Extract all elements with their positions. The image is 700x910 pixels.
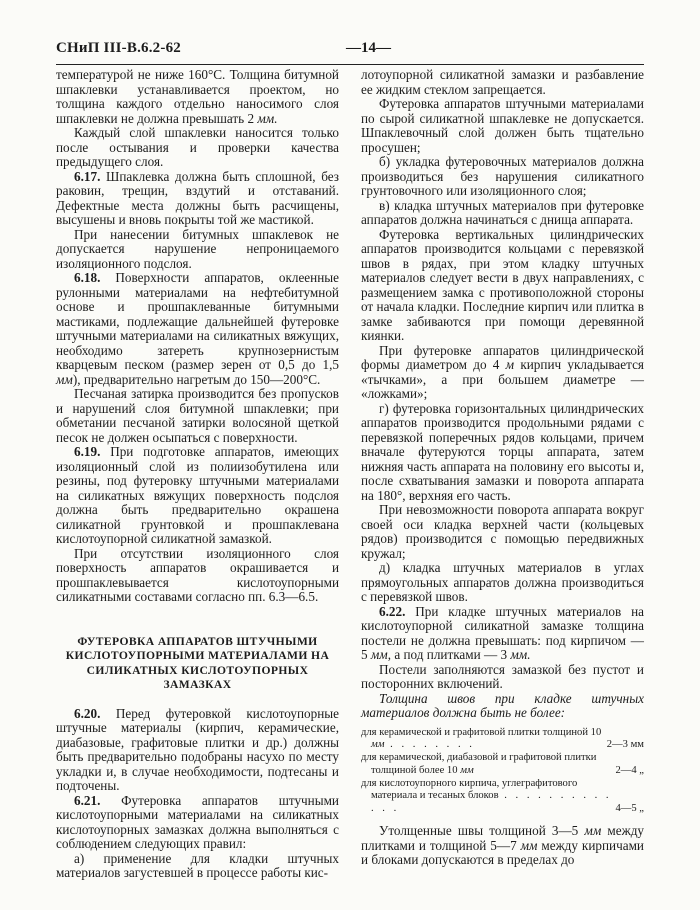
header-rule: [56, 64, 644, 65]
paragraph: г) футеровка горизонтальных цилиндрических аппаратов производится продольными рядами с перевязкой поперечных рядов кольцами, причем вначале футеруются торцы аппарата, затем нижняя часть аппарата на половину его высоты и, после схватывания замазки и поворота аппарата на 180°, верхняя его часть.: [361, 400, 644, 503]
paragraph: Песчаная затирка производится без пропусков и нарушений слоя битумной шпаклевки; при обметании песчаной затирки волосяной щеткой песок не должен осыпаться с поверхности.: [56, 386, 339, 445]
paragraph-6-21: 6.21. Футеровка аппаратов штучными кислотоупорными материалами на силикатных кислотоупорных замазках должна выполняться с соблюдением следующих правил:: [56, 792, 339, 851]
document-code: СНиП III-В.6.2-62: [56, 40, 181, 56]
clause-number: 6.18.: [74, 270, 101, 285]
paragraph: Постели заполняются замазкой без пустот и посторонних включений.: [361, 661, 644, 691]
paragraph: При невозможности поворота аппарата вокруг своей оси кладка верхней части (кольцевых рядов) производится с помощью передвижных кружал;: [361, 502, 644, 561]
clause-number: 6.19.: [74, 444, 101, 459]
paragraph: Утолщенные швы толщиной 3—5 мм между плитками и толщиной 5—7 мм между кирпичами и блоками допускаются в пределах до: [361, 823, 644, 868]
paragraph: При футеровке аппаратов цилиндрической формы диаметром до 4 м кирпич укладывается «тычками», а при большем диаметре — «ложками»;: [361, 342, 644, 401]
left-column: [56, 68, 339, 881]
right-column: [361, 68, 644, 868]
section-heading: ФУТЕРОВКА АППАРАТОВ ШТУЧНЫМИ КИСЛОТОУПОРНЫМИ МАТЕРИАЛАМИ НА СИЛИКАТНЫХ КИСЛОТОУПОРНЫХ ЗАМАЗКАХ: [65, 634, 330, 691]
paragraph: Каждый слой шпаклевки наносится только после остывания и проверки качества предыдущего слоя.: [56, 125, 339, 169]
list-item: для керамической и графитовой плитки толщиной 10 мм . . . . . . . . 2—3 мм: [361, 726, 644, 751]
paragraph-6-18: 6.18. Поверхности аппаратов, оклеенные рулонными материалами на нефтебитумной основе и прошпаклеванные битумными мастиками, подлежащие дальнейшей футеровке штучными материалами на силикатных вяжущих, необходимо затереть крупнозернистым кварцевым песком (размер зерен от 0,5 до 1,5 мм), предварительно нагретым до 150—200°С.: [56, 270, 339, 387]
paragraph-6-22: 6.22. При кладке штучных материалов на кислотоупорной силикатной замазке толщина постели не должна превышать: под кирпичом — 5 мм, а под плитками — 3 мм.: [361, 603, 644, 662]
clause-number: 6.17.: [74, 168, 101, 184]
clause-number: 6.22.: [379, 603, 406, 619]
paragraph: Толщина швов при кладке штучных материалов должна быть не более:: [361, 690, 644, 720]
page-header: [56, 40, 644, 62]
clause-number: 6.20.: [74, 705, 101, 721]
page-number: —14—: [346, 40, 391, 56]
paragraph: температурой не ниже 160°С. Толщина битумной шпаклевки устанавливается проектом, но толщина каждого отдельно наносимого слоя шпаклевки не должна превышать 2 мм.: [56, 67, 339, 126]
paragraph: б) укладка футеровочных материалов должна производиться без нарушения силикатного грунтовочного или изоляционного слоя;: [361, 154, 644, 198]
paragraph-6-17: 6.17. Шпаклевка должна быть сплошной, без раковин, трещин, вздутий и отставаний. Дефектные места должны быть расчищены, высушены и вновь покрыты той же мастикой.: [56, 168, 339, 227]
paragraph: При отсутствии изоляционного слоя поверхность аппаратов окрашивается и прошпаклевывается кислотоупорными силикатными составами согласно пп. 6.3—6.5.: [56, 545, 339, 604]
paragraph: Футеровка вертикальных цилиндрических аппаратов производится кольцами с перевязкой швов в рядах, при этом кладку штучных материалов следует вести в двух направлениях, с размещением замка с противоположной стороны от начала кладки. Последние кирпич или плитка в замке забиваются при помощи деревянной киянки.: [361, 226, 644, 343]
paragraph: а) применение для кладки штучных материалов загустевшей в процессе работы кис-: [56, 850, 339, 880]
list-item: для кислотоупорного кирпича, углеграфитового материала и тесаных блоков . . . . . . . . . . . . . 4—5 „: [361, 777, 644, 815]
paragraph: лотоупорной силикатной замазки и разбавление ее жидким стеклом запрещается.: [361, 67, 644, 97]
paragraph: в) кладка штучных материалов при футеровке аппаратов должна начинаться с днища аппарата.: [361, 197, 644, 227]
joint-thickness-list: [361, 727, 644, 817]
list-item: для керамической, диабазовой и графитовой плитки толщиной более 10 мм 2—4 „: [361, 752, 644, 776]
paragraph: д) кладка штучных материалов в углах прямоугольных аппаратов должна производиться с перевязкой швов.: [361, 560, 644, 604]
paragraph-6-20: 6.20. Перед футеровкой кислотоупорные штучные материалы (кирпич, керамические, диабазовые, графитовые плитки и др.) должны быть предварительно подобраны насухо по месту укладки и, в случае необходимости, подтесаны и подточены.: [56, 705, 339, 793]
clause-number: 6.21.: [74, 792, 101, 808]
paragraph: При нанесении битумных шпаклевок не допускается нарушение непроницаемого изоляционного подслоя.: [56, 226, 339, 271]
paragraph-6-19: 6.19. При подготовке аппаратов, имеющих изоляционный слой из полиизобутилена или резины, под футеровку штучными материалами на силикатных вяжущих поверхность подслоя должна быть предварительно окрашена силикатной грунтовкой и прошпаклевана кислотоупорной силикатной замазкой.: [56, 444, 339, 546]
paragraph: Футеровка аппаратов штучными материалами по сырой силикатной шпаклевке не допускается. Шпаклевочный слой должен быть тщательно просушен;: [361, 96, 644, 155]
